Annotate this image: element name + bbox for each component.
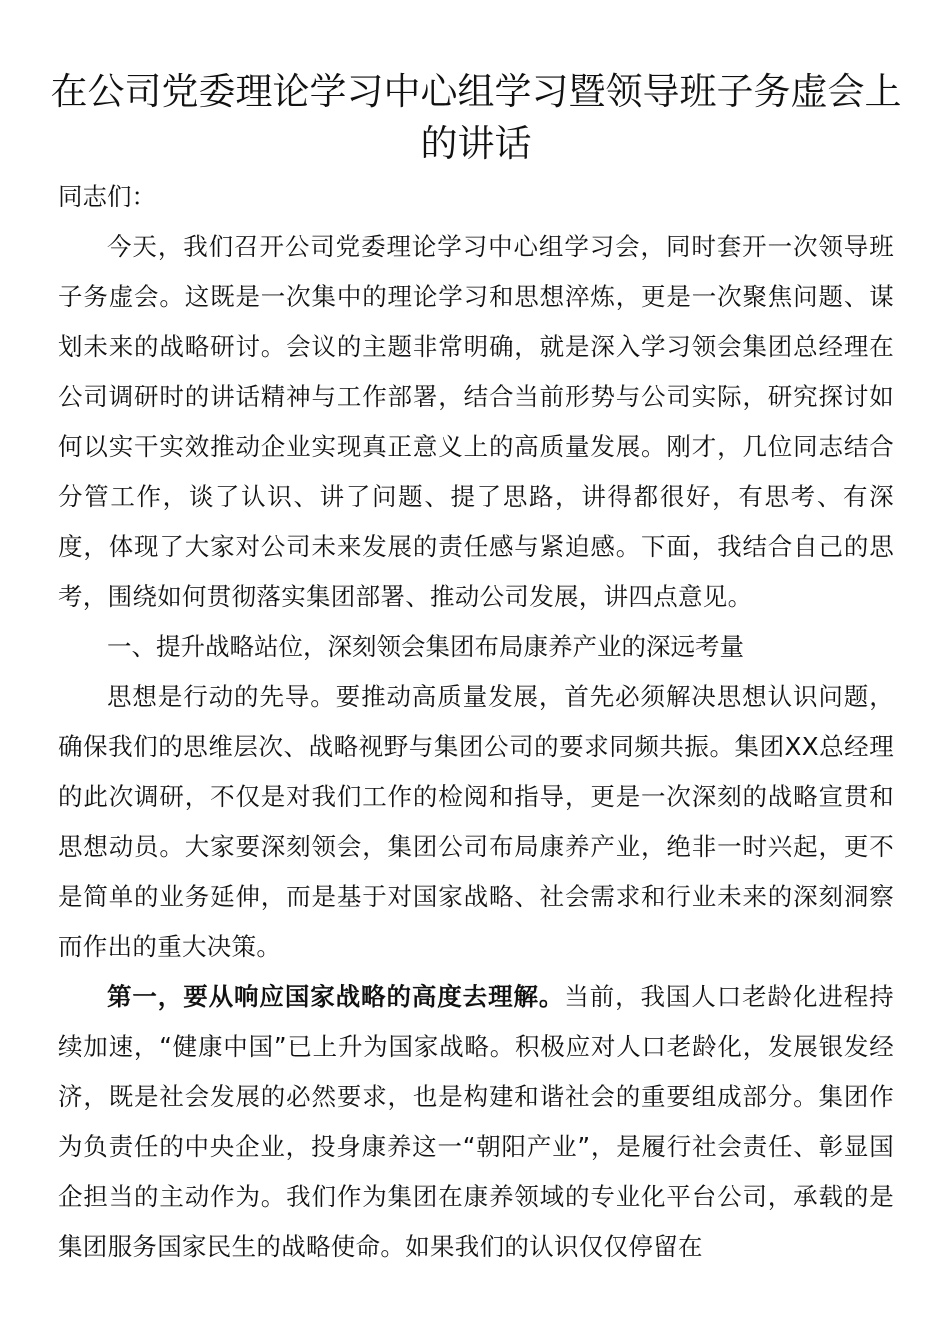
- section-paragraph-first-point: [58, 972, 894, 1272]
- bold-lead-text: 第一，要从响应国家战略的高度去理解。: [107, 982, 565, 1011]
- document-page: [50, 66, 902, 1272]
- salutation: 同志们：: [58, 182, 156, 211]
- section-paragraph: 思想是行动的先导。要推动高质量发展，首先必须解决思想认识问题，确保我们的思维层次、战略视野与集团公司的要求同频共振。集团XX总经理的此次调研，不仅是对我们工作的检阅和指导，更是一次深刻的战略宣贯和思想动员。大家要深刻领会，集团公司布局康养产业，绝非一时兴起，更不是简单的业务延伸，而是基于对国家战略、社会需求和行业未来的深刻洞察而作出的重大决策。: [58, 682, 894, 961]
- section-heading: 一、提升战略站位，深刻领会集团布局康养产业的深远考量: [107, 632, 744, 661]
- document-title: 在公司党委理论学习中心组学习暨领导班子务虚会上的讲话: [50, 70, 902, 165]
- intro-paragraph: 今天，我们召开公司党委理论学习中心组学习会，同时套开一次领导班子务虚会。这既是一次集中的理论学习和思想淬炼，更是一次聚焦问题、谋划未来的战略研讨。会议的主题非常明确，就是深入学习领会集团总经理在公司调研时的讲话精神与工作部署，结合当前形势与公司实际，研究探讨如何以实干实效推动企业实现真正意义上的高质量发展。刚才，几位同志结合分管工作，谈了认识、讲了问题、提了思路，讲得都很好，有思考、有深度，体现了大家对公司未来发展的责任感与紧迫感。下面，我结合自己的思考，围绕如何贯彻落实集团部署、推动公司发展，讲四点意见。: [58, 232, 894, 611]
- paragraph-body: 当前，我国人口老龄化进程持续加速，“健康中国”已上升为国家战略。积极应对人口老龄化，发展银发经济，既是社会发展的必然要求，也是构建和谐社会的重要组成部分。集团作为负责任的中央企业，投身康养这一“朝阳产业”，是履行社会责任、彰显国企担当的主动作为。我们作为集团在康养领域的专业化平台公司，承载的是集团服务国家民生的战略使命。如果我们的认识仅仅停留在: [58, 982, 894, 1261]
